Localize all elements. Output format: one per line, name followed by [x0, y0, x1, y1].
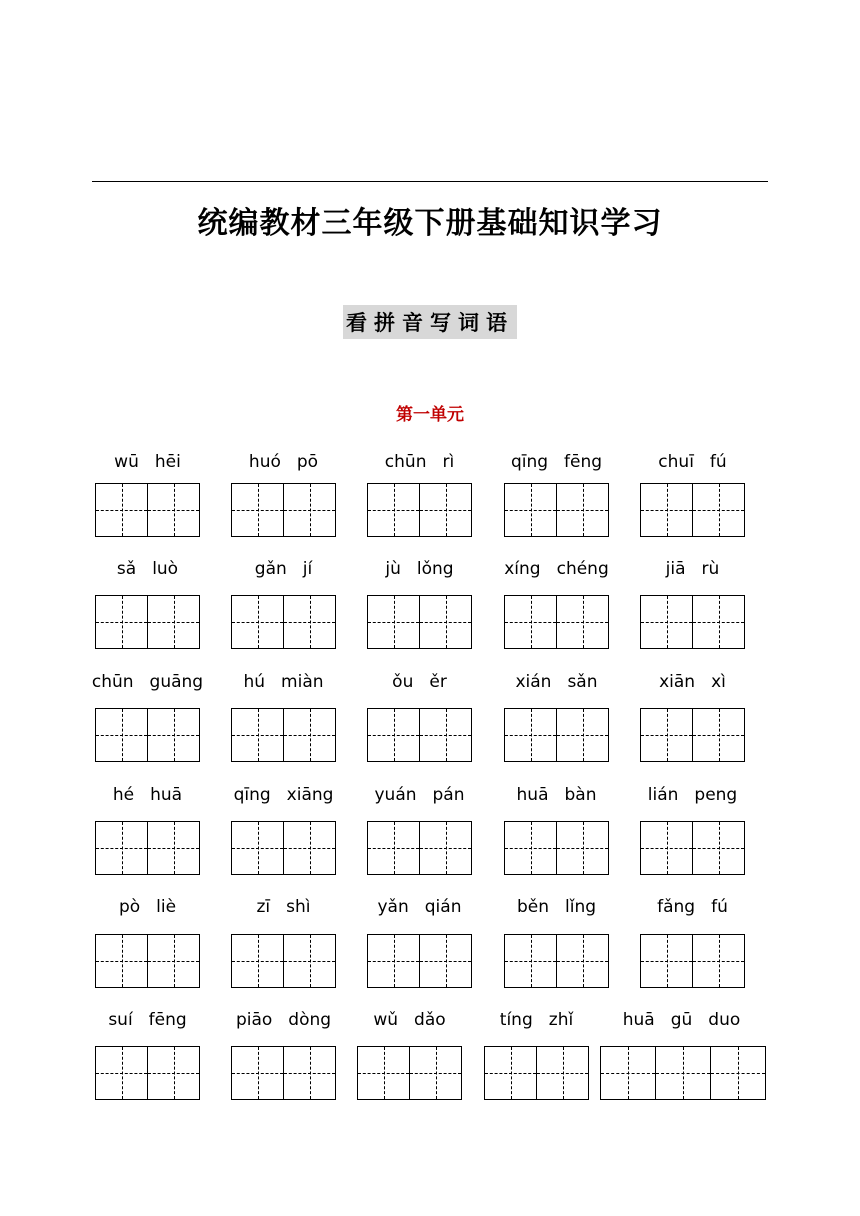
tianzi-cell[interactable]: [368, 935, 420, 987]
pinyin-label: [492, 450, 621, 474]
tianzi-cell[interactable]: [284, 484, 336, 536]
tianzi-cell[interactable]: [693, 822, 745, 874]
pinyin-label: [219, 1008, 348, 1032]
pinyin-label: [628, 557, 757, 581]
writing-grid[interactable]: [640, 821, 745, 875]
writing-grid[interactable]: [600, 1046, 766, 1100]
pinyin-syllable: miàn: [281, 672, 324, 692]
pinyin-syllable: yǎn: [377, 897, 409, 917]
pinyin-syllable: shì: [286, 897, 311, 917]
tianzi-cell[interactable]: [693, 935, 745, 987]
writing-grid[interactable]: [95, 934, 200, 988]
tianzi-cell[interactable]: [232, 484, 284, 536]
writing-grid[interactable]: [504, 934, 609, 988]
pinyin-label: [355, 670, 484, 694]
tianzi-cell[interactable]: [537, 1047, 589, 1099]
pinyin-syllable: chéng: [556, 559, 609, 579]
pinyin-syllable: duo: [708, 1010, 741, 1030]
writing-grid[interactable]: [95, 708, 200, 762]
pinyin-label: [83, 783, 212, 807]
pinyin-syllable: sǎn: [567, 672, 598, 692]
tianzi-cell[interactable]: [557, 484, 609, 536]
pinyin-syllable: xíng: [504, 559, 541, 579]
document-title: 统编教材三年级下册基础知识学习: [197, 206, 663, 241]
tianzi-cell[interactable]: [420, 596, 472, 648]
pinyin-syllable: chuī: [658, 452, 694, 472]
tianzi-cell[interactable]: [641, 935, 693, 987]
writing-grid[interactable]: [231, 483, 336, 537]
pinyin-syllable: jù: [385, 559, 401, 579]
pinyin-label: [355, 895, 484, 919]
pinyin-syllable: xián: [515, 672, 552, 692]
pinyin-syllable: xì: [711, 672, 726, 692]
pinyin-syllable: xiāng: [286, 785, 334, 805]
tianzi-cell[interactable]: [232, 935, 284, 987]
top-divider: [92, 181, 768, 182]
pinyin-syllable: gū: [670, 1010, 693, 1030]
writing-grid[interactable]: [367, 934, 472, 988]
tianzi-cell[interactable]: [148, 484, 200, 536]
writing-grid[interactable]: [504, 595, 609, 649]
pinyin-syllable: fēng: [564, 452, 603, 472]
tianzi-cell[interactable]: [693, 484, 745, 536]
pinyin-syllable: yuán: [374, 785, 417, 805]
pinyin-syllable: hé: [112, 785, 135, 805]
writing-grid[interactable]: [95, 483, 200, 537]
pinyin-label: [219, 895, 348, 919]
tianzi-cell[interactable]: [557, 709, 609, 761]
writing-grid[interactable]: [367, 708, 472, 762]
pinyin-label: [345, 1008, 474, 1032]
pinyin-syllable: xiān: [659, 672, 696, 692]
writing-grid[interactable]: [231, 595, 336, 649]
pinyin-syllable: fú: [711, 897, 728, 917]
pinyin-syllable: pō: [296, 452, 319, 472]
pinyin-syllable: luò: [152, 559, 179, 579]
tianzi-cell[interactable]: [148, 822, 200, 874]
tianzi-cell[interactable]: [284, 709, 336, 761]
tianzi-cell[interactable]: [641, 596, 693, 648]
pinyin-syllable: piāo: [235, 1010, 273, 1030]
tianzi-cell[interactable]: [232, 709, 284, 761]
tianzi-cell[interactable]: [505, 484, 557, 536]
tianzi-cell[interactable]: [368, 709, 420, 761]
pinyin-syllable: qīng: [510, 452, 549, 472]
pinyin-label: [83, 450, 212, 474]
pinyin-syllable: guāng: [149, 672, 204, 692]
pinyin-syllable: wǔ: [373, 1010, 399, 1030]
tianzi-cell[interactable]: [557, 935, 609, 987]
writing-grid[interactable]: [367, 483, 472, 537]
pinyin-syllable: chūn: [384, 452, 427, 472]
pinyin-label: [219, 557, 348, 581]
pinyin-syllable: fǎng: [657, 897, 696, 917]
tianzi-cell[interactable]: [96, 484, 148, 536]
tianzi-cell[interactable]: [505, 596, 557, 648]
writing-grid[interactable]: [357, 1046, 462, 1100]
pinyin-syllable: huā: [516, 785, 549, 805]
tianzi-cell[interactable]: [505, 709, 557, 761]
pinyin-label: [628, 783, 757, 807]
pinyin-label: [83, 557, 212, 581]
tianzi-cell[interactable]: [148, 1047, 200, 1099]
tianzi-cell[interactable]: [284, 1047, 336, 1099]
pinyin-label: [492, 557, 621, 581]
pinyin-label: [355, 557, 484, 581]
tianzi-cell[interactable]: [358, 1047, 410, 1099]
tianzi-cell[interactable]: [284, 822, 336, 874]
tianzi-cell[interactable]: [656, 1047, 711, 1099]
pinyin-label: [83, 670, 212, 694]
tianzi-cell[interactable]: [368, 596, 420, 648]
tianzi-cell[interactable]: [420, 709, 472, 761]
pinyin-label: [83, 895, 212, 919]
pinyin-label: [628, 670, 757, 694]
pinyin-syllable: zī: [256, 897, 271, 917]
unit-heading: 第一单元: [396, 405, 464, 425]
pinyin-syllable: pò: [118, 897, 141, 917]
writing-grid[interactable]: [231, 1046, 336, 1100]
tianzi-cell[interactable]: [232, 1047, 284, 1099]
tianzi-cell[interactable]: [96, 822, 148, 874]
tianzi-cell[interactable]: [284, 935, 336, 987]
writing-grid[interactable]: [504, 483, 609, 537]
pinyin-syllable: liè: [156, 897, 177, 917]
tianzi-cell[interactable]: [148, 596, 200, 648]
tianzi-cell[interactable]: [557, 822, 609, 874]
pinyin-label: [628, 895, 757, 919]
pinyin-label: [83, 1008, 212, 1032]
writing-grid[interactable]: [95, 821, 200, 875]
writing-grid[interactable]: [484, 1046, 589, 1100]
tianzi-cell[interactable]: [96, 596, 148, 648]
pinyin-syllable: lǐng: [565, 897, 597, 917]
pinyin-syllable: gǎn: [254, 559, 287, 579]
tianzi-cell[interactable]: [148, 935, 200, 987]
tianzi-cell[interactable]: [232, 822, 284, 874]
pinyin-syllable: běn: [516, 897, 549, 917]
tianzi-cell[interactable]: [505, 935, 557, 987]
tianzi-cell[interactable]: [557, 596, 609, 648]
writing-grid[interactable]: [504, 821, 609, 875]
tianzi-cell[interactable]: [711, 1047, 766, 1099]
tianzi-cell[interactable]: [284, 596, 336, 648]
tianzi-cell[interactable]: [601, 1047, 656, 1099]
pinyin-syllable: bàn: [564, 785, 597, 805]
pinyin-syllable: jí: [302, 559, 313, 579]
pinyin-label: [355, 783, 484, 807]
pinyin-syllable: zhǐ: [548, 1010, 574, 1030]
pinyin-syllable: huā: [150, 785, 183, 805]
pinyin-label: [588, 1008, 775, 1032]
pinyin-syllable: chūn: [91, 672, 134, 692]
tianzi-cell[interactable]: [641, 822, 693, 874]
pinyin-label: [219, 670, 348, 694]
writing-grid[interactable]: [95, 595, 200, 649]
tianzi-cell[interactable]: [368, 484, 420, 536]
pinyin-syllable: sǎ: [116, 559, 137, 579]
tianzi-cell[interactable]: [368, 822, 420, 874]
pinyin-syllable: qián: [424, 897, 462, 917]
writing-grid[interactable]: [640, 483, 745, 537]
tianzi-cell[interactable]: [505, 822, 557, 874]
tianzi-cell[interactable]: [641, 709, 693, 761]
pinyin-syllable: pán: [432, 785, 465, 805]
tianzi-cell[interactable]: [96, 1047, 148, 1099]
pinyin-syllable: ǒu: [392, 672, 414, 692]
pinyin-label: [492, 783, 621, 807]
tianzi-cell[interactable]: [232, 596, 284, 648]
pinyin-syllable: rì: [442, 452, 455, 472]
tianzi-cell[interactable]: [96, 935, 148, 987]
tianzi-cell[interactable]: [148, 709, 200, 761]
pinyin-syllable: dòng: [288, 1010, 332, 1030]
writing-grid[interactable]: [367, 821, 472, 875]
pinyin-syllable: hú: [243, 672, 266, 692]
writing-grid[interactable]: [231, 934, 336, 988]
writing-grid[interactable]: [95, 1046, 200, 1100]
writing-grid[interactable]: [640, 934, 745, 988]
tianzi-cell[interactable]: [96, 709, 148, 761]
pinyin-syllable: lián: [647, 785, 679, 805]
writing-grid[interactable]: [640, 708, 745, 762]
writing-grid[interactable]: [367, 595, 472, 649]
tianzi-cell[interactable]: [693, 709, 745, 761]
pinyin-label: [492, 670, 621, 694]
writing-grid[interactable]: [231, 708, 336, 762]
section-heading: 看拼音写词语: [343, 305, 517, 339]
pinyin-label: [355, 450, 484, 474]
pinyin-syllable: huó: [248, 452, 281, 472]
pinyin-syllable: jiā: [665, 559, 686, 579]
writing-grid[interactable]: [640, 595, 745, 649]
pinyin-label: [219, 450, 348, 474]
pinyin-syllable: suí: [108, 1010, 133, 1030]
tianzi-cell[interactable]: [410, 1047, 462, 1099]
pinyin-syllable: huā: [622, 1010, 655, 1030]
pinyin-syllable: ěr: [429, 672, 447, 692]
pinyin-label: [472, 1008, 601, 1032]
pinyin-syllable: wū: [114, 452, 139, 472]
tianzi-cell[interactable]: [420, 484, 472, 536]
section-heading-wrap: [0, 305, 860, 339]
pinyin-syllable: hēi: [154, 452, 181, 472]
pinyin-label: [219, 783, 348, 807]
tianzi-cell[interactable]: [485, 1047, 537, 1099]
pinyin-syllable: rù: [701, 559, 720, 579]
tianzi-cell[interactable]: [420, 935, 472, 987]
tianzi-cell[interactable]: [641, 484, 693, 536]
pinyin-syllable: peng: [694, 785, 738, 805]
pinyin-syllable: tíng: [499, 1010, 533, 1030]
pinyin-label: [492, 895, 621, 919]
pinyin-syllable: dǎo: [414, 1010, 446, 1030]
tianzi-cell[interactable]: [420, 822, 472, 874]
pinyin-syllable: fēng: [148, 1010, 187, 1030]
pinyin-syllable: qīng: [233, 785, 271, 805]
pinyin-label: [628, 450, 757, 474]
pinyin-syllable: lǒng: [416, 559, 454, 579]
tianzi-cell[interactable]: [693, 596, 745, 648]
writing-grid[interactable]: [504, 708, 609, 762]
pinyin-syllable: fú: [709, 452, 727, 472]
writing-grid[interactable]: [231, 821, 336, 875]
